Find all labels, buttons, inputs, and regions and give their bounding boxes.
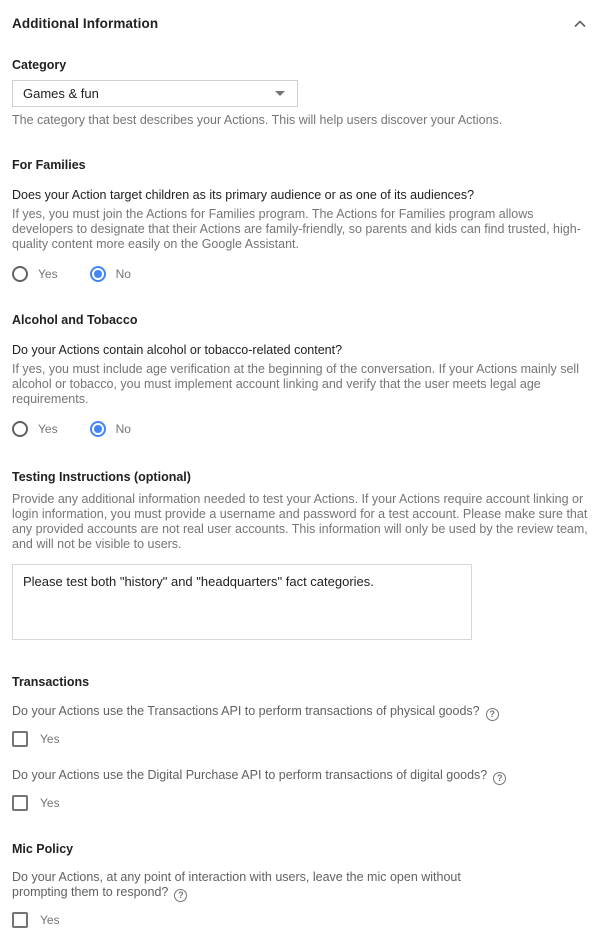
help-icon[interactable]: ? [174, 889, 187, 902]
alcohol-tobacco-question: Do your Actions contain alcohol or tobacco-related content? [12, 343, 343, 357]
testing-instructions-textarea[interactable] [12, 564, 472, 640]
dropdown-arrow-icon [275, 91, 285, 96]
transactions-digital-checkbox[interactable] [12, 795, 28, 811]
transactions-digital-checkbox-row [12, 794, 592, 812]
for-families-radio-group [12, 265, 592, 283]
radio-no-label: No [115, 422, 131, 436]
radio-yes-label: Yes [38, 422, 58, 436]
mic-policy-checkbox[interactable] [12, 912, 28, 928]
for-families-question: Does your Action target children as its primary audience or as one of its audiences? [12, 188, 475, 202]
collapse-section-button[interactable] [568, 14, 592, 32]
category-selected-value: Games & fun [23, 86, 99, 101]
radio-selected-icon [90, 266, 106, 282]
checkbox-yes-label: Yes [40, 796, 60, 810]
alcohol-tobacco-heading: Alcohol and Tobacco [12, 313, 138, 327]
transactions-physical-question: Do your Actions use the Transactions API to perform transactions of physical goods? ? [12, 704, 592, 721]
for-families-heading: For Families [12, 158, 86, 172]
radio-unselected-icon [12, 266, 28, 282]
transactions-physical-checkbox-row [12, 730, 592, 748]
testing-instructions-helper-text: Provide any additional information needed to test your Actions. If your Actions require account linking or login information, you must provide a username and password for a test account. Please make sure that any provided accounts are not real user accounts. This information will only be used by the review team, and will not be visible to users. [12, 492, 588, 551]
help-icon[interactable]: ? [493, 772, 506, 785]
checkbox-yes-label: Yes [40, 732, 60, 746]
panel-title: Additional Information [12, 15, 159, 31]
help-icon[interactable]: ? [486, 708, 499, 721]
for-families-radio-no[interactable] [90, 266, 131, 282]
alcohol-tobacco-radio-group [12, 420, 592, 438]
category-helper-text: The category that best describes your Actions. This will help users discover your Actions. [12, 113, 503, 127]
transactions-physical-checkbox[interactable] [12, 731, 28, 747]
mic-policy-checkbox-row [12, 911, 592, 929]
transactions-heading: Transactions [12, 675, 90, 689]
alcohol-tobacco-helper-text: If yes, you must include age verification at the beginning of the conversation. If your Actions mainly sell alcohol or tobacco, you must implement account linking and verify that the user meets legal age requirements. [12, 362, 579, 406]
radio-no-label: No [115, 267, 131, 281]
radio-yes-label: Yes [38, 267, 58, 281]
mic-policy-question: Do your Actions, at any point of interaction with users, leave the mic open without prompting them to respond? ? [12, 870, 461, 900]
for-families-helper-text: If yes, you must join the Actions for Families program. The Actions for Families program allows developers to designate that their Actions are family-friendly, so parents and kids can find trusted, high-quality content more easily on the Google Assistant. [12, 207, 581, 251]
for-families-radio-yes[interactable] [12, 266, 58, 282]
testing-instructions-heading: Testing Instructions (optional) [12, 470, 191, 484]
alcohol-tobacco-radio-yes[interactable] [12, 421, 58, 437]
transactions-digital-question: Do your Actions use the Digital Purchase API to perform transactions of digital goods? ? [12, 768, 592, 785]
panel-header [12, 14, 592, 32]
mic-policy-heading: Mic Policy [12, 842, 74, 856]
chevron-up-icon [574, 16, 586, 31]
radio-unselected-icon [12, 421, 28, 437]
category-select[interactable] [12, 80, 298, 107]
radio-selected-icon [90, 421, 106, 437]
category-label: Category [12, 58, 67, 72]
alcohol-tobacco-radio-no[interactable] [90, 421, 131, 437]
checkbox-yes-label: Yes [40, 913, 60, 927]
